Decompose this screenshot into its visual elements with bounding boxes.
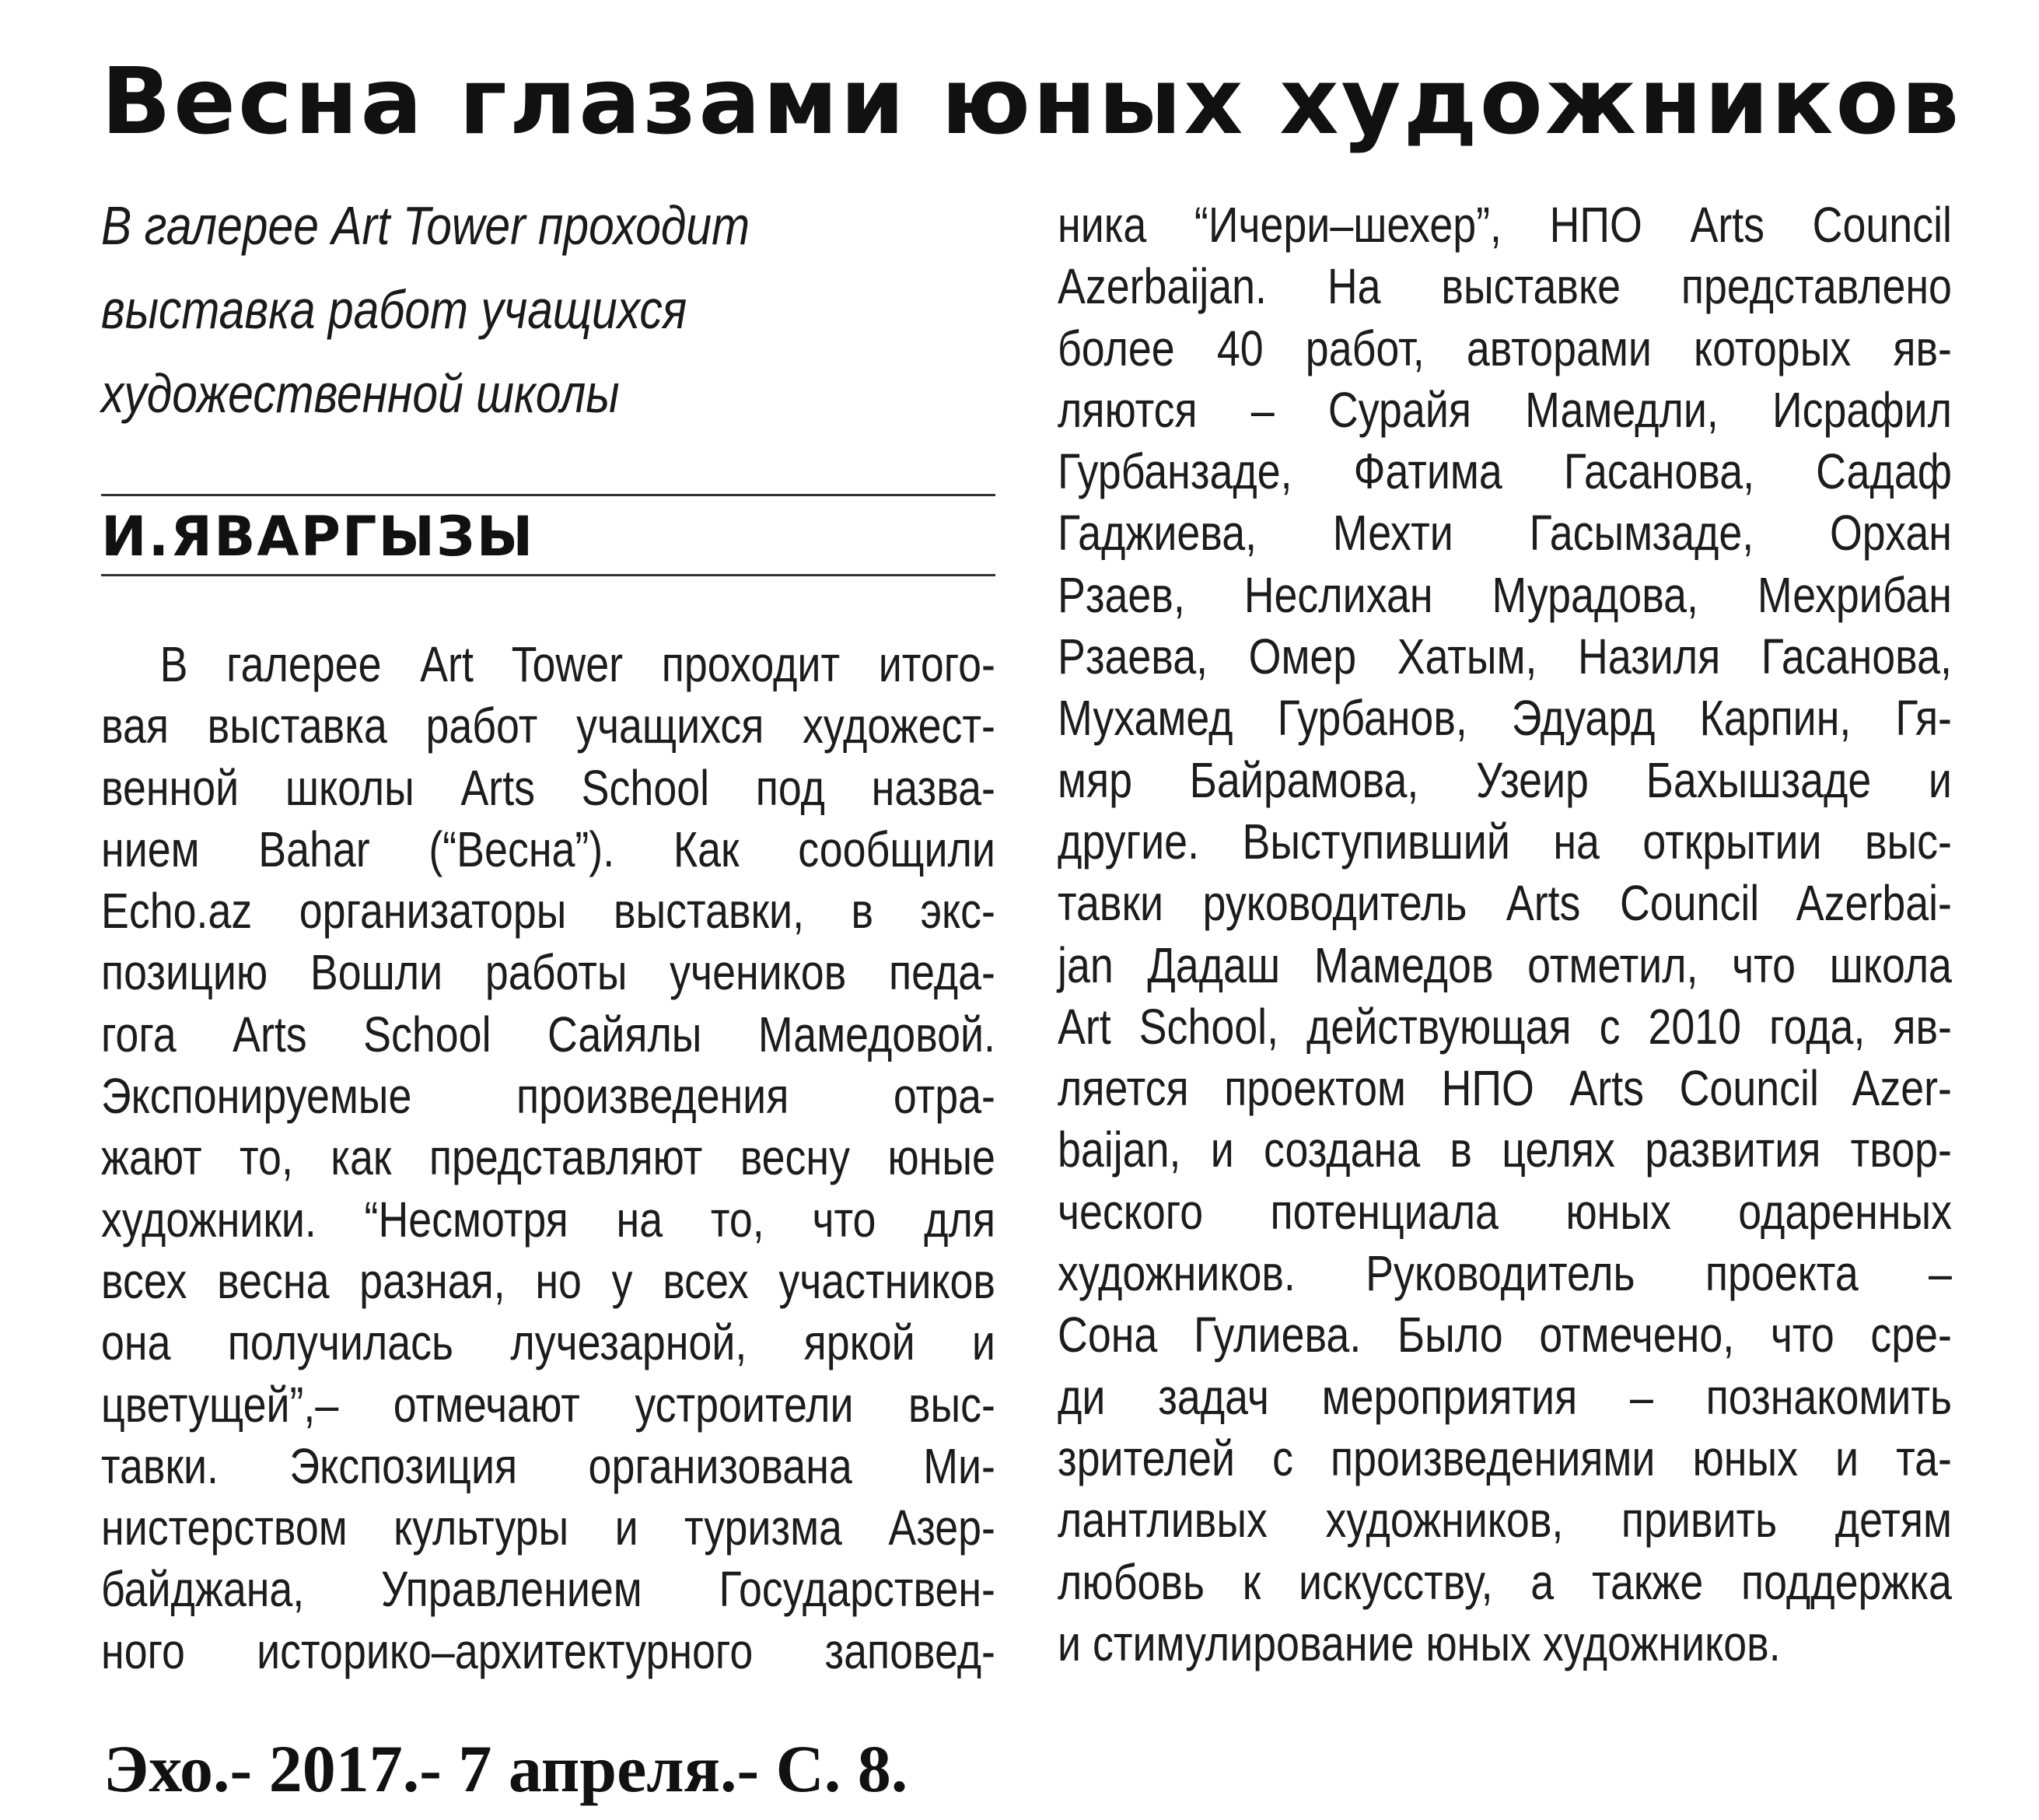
body-line: зрителей с произведениями юных и та-: [1058, 1430, 1952, 1486]
body-line: Рзаев, Неслихан Мурадова, Мехрибан: [1058, 566, 1952, 623]
body-line: художники. “Несмотря на то, что для: [101, 1191, 995, 1248]
body-line: гога Arts School Сайялы Мамедовой.: [101, 1006, 995, 1062]
body-line: Echo.az организаторы выставки, в экс-: [101, 883, 995, 940]
body-line: венной школы Arts School под назва-: [101, 759, 995, 816]
body-line: Мухамед Гурбанов, Эдуард Карпин, Гя-: [1058, 690, 1952, 747]
body-line: лантливых художников, привить детям: [1058, 1492, 1952, 1549]
article-body-right-column: [1058, 194, 1952, 1675]
body-line: другие. Выступивший на открытии выс-: [1058, 813, 1952, 870]
body-line: она получилась лучезарной, яркой и: [101, 1314, 995, 1371]
body-line: нистерством культуры и туризма Азер-: [101, 1500, 995, 1556]
body-line: любовь к искусству, а также поддержка: [1058, 1553, 1952, 1610]
body-line: художников. Руководитель проекта –: [1058, 1245, 1952, 1302]
body-line: тавки. Экспозиция организована Ми-: [101, 1437, 995, 1494]
body-line: ляются – Сурайя Мамедли, Исрафил: [1058, 381, 1952, 438]
body-line: и стимулирование юных художников.: [1058, 1615, 1781, 1671]
body-line: жают то, как представляют весну юные: [101, 1129, 995, 1186]
body-line: цветущей”,– отмечают устроители выс-: [101, 1376, 995, 1433]
body-line: Гаджиева, Мехти Гасымзаде, Орхан: [1058, 505, 1952, 562]
article-headline: Весна глазами юных художников: [101, 47, 1962, 155]
body-line: вая выставка работ учащихся художест-: [101, 698, 995, 754]
body-line: Art School, действующая с 2010 года, яв-: [1058, 998, 1952, 1055]
author-rule-bottom: [101, 574, 995, 576]
body-line: ного историко–архитектурного заповед-: [101, 1622, 995, 1679]
body-line: мяр Байрамова, Узеир Бахышзаде и: [1058, 751, 1952, 808]
body-line: тавки руководитель Arts Council Azerbai-: [1058, 875, 1952, 932]
body-line: более 40 работ, авторами которых яв-: [1058, 320, 1952, 376]
subtitle-line: выставка работ учащихся: [101, 279, 687, 340]
body-line: позицию Вошли работы учеников педа-: [101, 944, 995, 1001]
body-line: Сона Гулиева. Было отмечено, что сре-: [1058, 1307, 1952, 1363]
body-line: ди задач мероприятия – познакомить: [1058, 1368, 1952, 1425]
body-line: Гурбанзаде, Фатима Гасанова, Садаф: [1058, 443, 1952, 500]
body-line: ческого потенциала юных одаренных: [1058, 1183, 1952, 1240]
body-line: ника “Ичери–шехер”, НПО Arts Council: [1058, 197, 1952, 253]
body-line: jan Дадаш Мамедов отметил, что школа: [1058, 936, 1952, 993]
body-line: всех весна разная, но у всех участников: [101, 1252, 995, 1309]
subtitle-line: В галерее Art Tower проходит: [101, 195, 750, 256]
body-line: В галерее Art Tower проходит итого-: [159, 636, 995, 692]
body-line: baijan, и создана в целях развития твор-: [1058, 1122, 1952, 1178]
author-rule-top: [101, 494, 995, 496]
subtitle-line: художественной школы: [101, 363, 620, 424]
article-subtitle: [101, 184, 970, 436]
body-line: Экспонируемые произведения отра-: [101, 1068, 995, 1125]
body-line: байджана, Управлением Государствен-: [101, 1561, 995, 1618]
body-line: Azerbaijan. На выставке представлено: [1058, 258, 1952, 315]
source-citation: Эхо.- 2017.- 7 апреля.- С. 8.: [103, 1731, 908, 1806]
body-line: Рзаева, Омер Хатым, Назиля Гасанова,: [1058, 628, 1952, 685]
body-line: нием Bahar (“Весна”). Как сообщили: [101, 821, 995, 877]
article-author: И.ЯВАРГЫЗЫ: [101, 505, 535, 569]
article-body-left-column: [101, 634, 995, 1682]
body-line: ляется проектом НПО Arts Council Azer-: [1058, 1060, 1952, 1117]
